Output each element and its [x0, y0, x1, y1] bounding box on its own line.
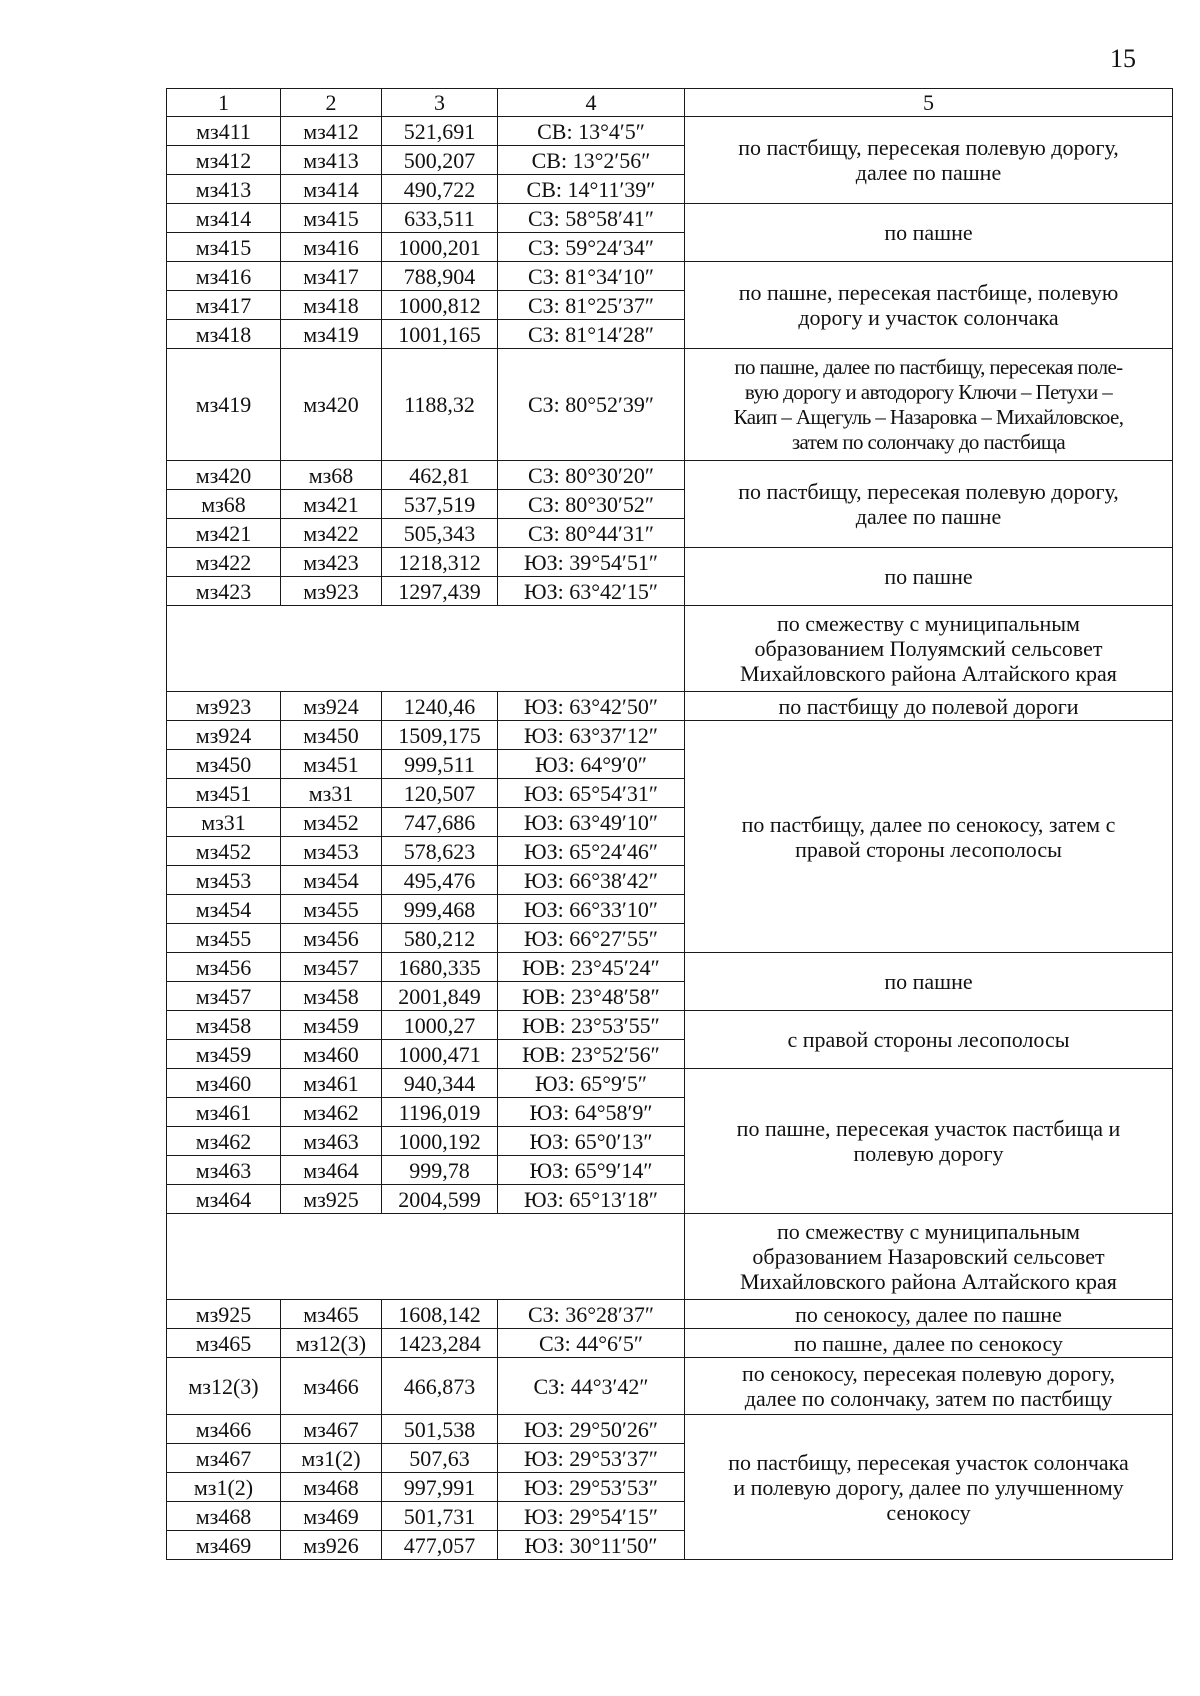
- description-cell: по смежеству с муниципальным образованием Полуямский сельсовет Михайловского района Алтайского края: [685, 606, 1173, 692]
- bearing-cell: ЮЗ: 66°27′55″: [498, 924, 685, 953]
- to-point-cell: мз456: [281, 924, 382, 953]
- from-point-cell: мз423: [167, 577, 281, 606]
- bearing-cell: СЗ: 81°25′37″: [498, 291, 685, 320]
- bearing-cell: СЗ: 36°28′37″: [498, 1300, 685, 1329]
- distance-cell: 1000,812: [382, 291, 498, 320]
- bearing-cell: СЗ: 80°44′31″: [498, 519, 685, 548]
- to-point-cell: мз462: [281, 1098, 382, 1127]
- from-point-cell: мз417: [167, 291, 281, 320]
- bearing-cell: ЮЗ: 29°54′15″: [498, 1502, 685, 1531]
- from-point-cell: мз419: [167, 349, 281, 461]
- to-point-cell: мз68: [281, 461, 382, 490]
- to-point-cell: мз452: [281, 808, 382, 837]
- table-row: [167, 461, 1173, 490]
- bearing-cell: ЮЗ: 65°24′46″: [498, 837, 685, 866]
- table-body: [167, 117, 1173, 1560]
- to-point-cell: мз414: [281, 175, 382, 204]
- to-point-cell: мз450: [281, 721, 382, 750]
- bearing-cell: СЗ: 44°6′5″: [498, 1329, 685, 1358]
- from-point-cell: мз414: [167, 204, 281, 233]
- to-point-cell: мз926: [281, 1531, 382, 1560]
- to-point-cell: мз460: [281, 1040, 382, 1069]
- empty-merged-cell: [167, 1214, 685, 1300]
- to-point-cell: мз465: [281, 1300, 382, 1329]
- to-point-cell: мз451: [281, 750, 382, 779]
- distance-cell: 1240,46: [382, 692, 498, 721]
- from-point-cell: мз418: [167, 320, 281, 349]
- from-point-cell: мз924: [167, 721, 281, 750]
- bearing-cell: ЮВ: 23°48′58″: [498, 982, 685, 1011]
- from-point-cell: мз459: [167, 1040, 281, 1069]
- description-cell: по пашне: [685, 548, 1173, 606]
- bearing-cell: ЮВ: 23°53′55″: [498, 1011, 685, 1040]
- from-point-cell: мз925: [167, 1300, 281, 1329]
- from-point-cell: мз461: [167, 1098, 281, 1127]
- table-row: [167, 1069, 1173, 1098]
- description-cell: по сенокосу, далее по пашне: [685, 1300, 1173, 1329]
- column-header: 1: [167, 89, 281, 117]
- to-point-cell: мз464: [281, 1156, 382, 1185]
- table-row: [167, 1358, 1173, 1415]
- bearing-cell: СЗ: 80°30′52″: [498, 490, 685, 519]
- to-point-cell: мз453: [281, 837, 382, 866]
- distance-cell: 501,731: [382, 1502, 498, 1531]
- bearing-cell: ЮЗ: 65°13′18″: [498, 1185, 685, 1214]
- table-row: [167, 953, 1173, 982]
- to-point-cell: мз31: [281, 779, 382, 808]
- table-row: [167, 721, 1173, 750]
- from-point-cell: мз415: [167, 233, 281, 262]
- description-cell: по пастбищу, далее по сенокосу, затем с правой стороны лесополосы: [685, 721, 1173, 953]
- column-header: 5: [685, 89, 1173, 117]
- description-cell: по пастбищу, пересекая участок солончака и полевую дорогу, далее по улучшенному сенокосу: [685, 1415, 1173, 1560]
- distance-cell: 1000,192: [382, 1127, 498, 1156]
- distance-cell: 507,63: [382, 1444, 498, 1473]
- table-row: [167, 1300, 1173, 1329]
- distance-cell: 2001,849: [382, 982, 498, 1011]
- to-point-cell: мз463: [281, 1127, 382, 1156]
- from-point-cell: мз464: [167, 1185, 281, 1214]
- distance-cell: 120,507: [382, 779, 498, 808]
- from-point-cell: мз452: [167, 837, 281, 866]
- distance-cell: 633,511: [382, 204, 498, 233]
- bearing-cell: ЮЗ: 63°42′50″: [498, 692, 685, 721]
- distance-cell: 580,212: [382, 924, 498, 953]
- from-point-cell: мз462: [167, 1127, 281, 1156]
- from-point-cell: мз455: [167, 924, 281, 953]
- bearing-cell: СЗ: 80°30′20″: [498, 461, 685, 490]
- to-point-cell: мз459: [281, 1011, 382, 1040]
- distance-cell: 1423,284: [382, 1329, 498, 1358]
- to-point-cell: мз469: [281, 1502, 382, 1531]
- distance-cell: 788,904: [382, 262, 498, 291]
- from-point-cell: мз1(2): [167, 1473, 281, 1502]
- distance-cell: 1297,439: [382, 577, 498, 606]
- bearing-cell: ЮЗ: 29°53′53″: [498, 1473, 685, 1502]
- bearing-cell: ЮВ: 23°45′24″: [498, 953, 685, 982]
- from-point-cell: мз416: [167, 262, 281, 291]
- from-point-cell: мз420: [167, 461, 281, 490]
- distance-cell: 462,81: [382, 461, 498, 490]
- from-point-cell: мз465: [167, 1329, 281, 1358]
- bearing-cell: СЗ: 80°52′39″: [498, 349, 685, 461]
- table-row: [167, 548, 1173, 577]
- to-point-cell: мз467: [281, 1415, 382, 1444]
- bearing-cell: СЗ: 44°3′42″: [498, 1358, 685, 1415]
- table-row: [167, 204, 1173, 233]
- distance-cell: 1000,201: [382, 233, 498, 262]
- to-point-cell: мз418: [281, 291, 382, 320]
- distance-cell: 505,343: [382, 519, 498, 548]
- from-point-cell: мз458: [167, 1011, 281, 1040]
- to-point-cell: мз454: [281, 866, 382, 895]
- bearing-cell: ЮЗ: 30°11′50″: [498, 1531, 685, 1560]
- table-row: [167, 1329, 1173, 1358]
- distance-cell: 500,207: [382, 146, 498, 175]
- table-row: [167, 349, 1173, 461]
- table-row: [167, 1011, 1173, 1040]
- table-row: [167, 692, 1173, 721]
- to-point-cell: мз413: [281, 146, 382, 175]
- distance-cell: 1218,312: [382, 548, 498, 577]
- description-cell: по смежеству с муниципальным образованием Назаровский сельсовет Михайловского района Алтайского края: [685, 1214, 1173, 1300]
- distance-cell: 466,873: [382, 1358, 498, 1415]
- bearing-cell: СВ: 14°11′39″: [498, 175, 685, 204]
- description-cell: с правой стороны лесополосы: [685, 1011, 1173, 1069]
- to-point-cell: мз466: [281, 1358, 382, 1415]
- to-point-cell: мз12(3): [281, 1329, 382, 1358]
- distance-cell: 1608,142: [382, 1300, 498, 1329]
- bearing-cell: ЮЗ: 65°9′5″: [498, 1069, 685, 1098]
- column-header: 3: [382, 89, 498, 117]
- from-point-cell: мз463: [167, 1156, 281, 1185]
- bearing-cell: СЗ: 59°24′34″: [498, 233, 685, 262]
- distance-cell: 747,686: [382, 808, 498, 837]
- from-point-cell: мз412: [167, 146, 281, 175]
- bearing-cell: ЮЗ: 65°9′14″: [498, 1156, 685, 1185]
- to-point-cell: мз923: [281, 577, 382, 606]
- from-point-cell: мз411: [167, 117, 281, 146]
- bearing-cell: ЮВ: 23°52′56″: [498, 1040, 685, 1069]
- distance-cell: 940,344: [382, 1069, 498, 1098]
- to-point-cell: мз925: [281, 1185, 382, 1214]
- from-point-cell: мз457: [167, 982, 281, 1011]
- distance-cell: 521,691: [382, 117, 498, 146]
- description-cell: по пастбищу до полевой дороги: [685, 692, 1173, 721]
- distance-cell: 997,991: [382, 1473, 498, 1502]
- distance-cell: 1188,32: [382, 349, 498, 461]
- description-cell: по пашне, далее по сенокосу: [685, 1329, 1173, 1358]
- table-note-row: [167, 1214, 1173, 1300]
- to-point-cell: мз419: [281, 320, 382, 349]
- distance-cell: 1000,471: [382, 1040, 498, 1069]
- column-header: 2: [281, 89, 382, 117]
- from-point-cell: мз421: [167, 519, 281, 548]
- distance-cell: 2004,599: [382, 1185, 498, 1214]
- description-cell: по пашне, пересекая пастбище, полевую дорогу и участок солончака: [685, 262, 1173, 349]
- distance-cell: 999,468: [382, 895, 498, 924]
- distance-cell: 999,78: [382, 1156, 498, 1185]
- distance-cell: 999,511: [382, 750, 498, 779]
- from-point-cell: мз460: [167, 1069, 281, 1098]
- to-point-cell: мз455: [281, 895, 382, 924]
- bearing-cell: ЮЗ: 29°50′26″: [498, 1415, 685, 1444]
- bearing-cell: ЮЗ: 64°58′9″: [498, 1098, 685, 1127]
- to-point-cell: мз457: [281, 953, 382, 982]
- to-point-cell: мз423: [281, 548, 382, 577]
- bearing-cell: ЮЗ: 65°54′31″: [498, 779, 685, 808]
- to-point-cell: мз416: [281, 233, 382, 262]
- bearing-cell: ЮЗ: 63°37′12″: [498, 721, 685, 750]
- from-point-cell: мз413: [167, 175, 281, 204]
- from-point-cell: мз468: [167, 1502, 281, 1531]
- from-point-cell: мз466: [167, 1415, 281, 1444]
- to-point-cell: мз417: [281, 262, 382, 291]
- description-cell: по пашне: [685, 953, 1173, 1011]
- to-point-cell: мз461: [281, 1069, 382, 1098]
- bearing-cell: ЮЗ: 63°42′15″: [498, 577, 685, 606]
- distance-cell: 490,722: [382, 175, 498, 204]
- bearing-cell: СЗ: 81°14′28″: [498, 320, 685, 349]
- distance-cell: 1509,175: [382, 721, 498, 750]
- bearing-cell: ЮЗ: 66°33′10″: [498, 895, 685, 924]
- to-point-cell: мз468: [281, 1473, 382, 1502]
- page-number: 15: [1110, 44, 1136, 73]
- description-cell: по пашне, далее по пастбищу, пересекая поле- вую дорогу и автодорогу Ключи – Петухи – Каип – Ащегуль – Назаровка – Михайловское, затем по солончаку до пастбища: [685, 349, 1173, 461]
- description-cell: по сенокосу, пересекая полевую дорогу, далее по солончаку, затем по пастбищу: [685, 1358, 1173, 1415]
- description-cell: по пашне: [685, 204, 1173, 262]
- table-note-row: [167, 606, 1173, 692]
- from-point-cell: мз31: [167, 808, 281, 837]
- bearing-cell: ЮЗ: 64°9′0″: [498, 750, 685, 779]
- table-header-row: [167, 89, 1173, 117]
- description-cell: по пастбищу, пересекая полевую дорогу, далее по пашне: [685, 117, 1173, 204]
- from-point-cell: мз68: [167, 490, 281, 519]
- from-point-cell: мз923: [167, 692, 281, 721]
- table-row: [167, 1415, 1173, 1444]
- from-point-cell: мз469: [167, 1531, 281, 1560]
- bearing-cell: СВ: 13°2′56″: [498, 146, 685, 175]
- description-cell: по пастбищу, пересекая полевую дорогу, далее по пашне: [685, 461, 1173, 548]
- to-point-cell: мз415: [281, 204, 382, 233]
- to-point-cell: мз420: [281, 349, 382, 461]
- from-point-cell: мз451: [167, 779, 281, 808]
- distance-cell: 1196,019: [382, 1098, 498, 1127]
- bearing-cell: СЗ: 58°58′41″: [498, 204, 685, 233]
- table-row: [167, 117, 1173, 146]
- from-point-cell: мз456: [167, 953, 281, 982]
- distance-cell: 1680,335: [382, 953, 498, 982]
- bearing-cell: ЮЗ: 39°54′51″: [498, 548, 685, 577]
- bearing-cell: ЮЗ: 29°53′37″: [498, 1444, 685, 1473]
- boundary-table: [166, 88, 1173, 1560]
- bearing-cell: ЮЗ: 63°49′10″: [498, 808, 685, 837]
- from-point-cell: мз450: [167, 750, 281, 779]
- distance-cell: 578,623: [382, 837, 498, 866]
- table-row: [167, 262, 1173, 291]
- from-point-cell: мз454: [167, 895, 281, 924]
- to-point-cell: мз458: [281, 982, 382, 1011]
- bearing-cell: ЮЗ: 66°38′42″: [498, 866, 685, 895]
- column-header: 4: [498, 89, 685, 117]
- from-point-cell: мз12(3): [167, 1358, 281, 1415]
- distance-cell: 1000,27: [382, 1011, 498, 1040]
- distance-cell: 1001,165: [382, 320, 498, 349]
- to-point-cell: мз1(2): [281, 1444, 382, 1473]
- bearing-cell: СВ: 13°4′5″: [498, 117, 685, 146]
- description-cell: по пашне, пересекая участок пастбища и полевую дорогу: [685, 1069, 1173, 1214]
- distance-cell: 501,538: [382, 1415, 498, 1444]
- empty-merged-cell: [167, 606, 685, 692]
- from-point-cell: мз422: [167, 548, 281, 577]
- to-point-cell: мз421: [281, 490, 382, 519]
- distance-cell: 477,057: [382, 1531, 498, 1560]
- bearing-cell: СЗ: 81°34′10″: [498, 262, 685, 291]
- to-point-cell: мз422: [281, 519, 382, 548]
- to-point-cell: мз412: [281, 117, 382, 146]
- distance-cell: 495,476: [382, 866, 498, 895]
- distance-cell: 537,519: [382, 490, 498, 519]
- to-point-cell: мз924: [281, 692, 382, 721]
- bearing-cell: ЮЗ: 65°0′13″: [498, 1127, 685, 1156]
- from-point-cell: мз453: [167, 866, 281, 895]
- from-point-cell: мз467: [167, 1444, 281, 1473]
